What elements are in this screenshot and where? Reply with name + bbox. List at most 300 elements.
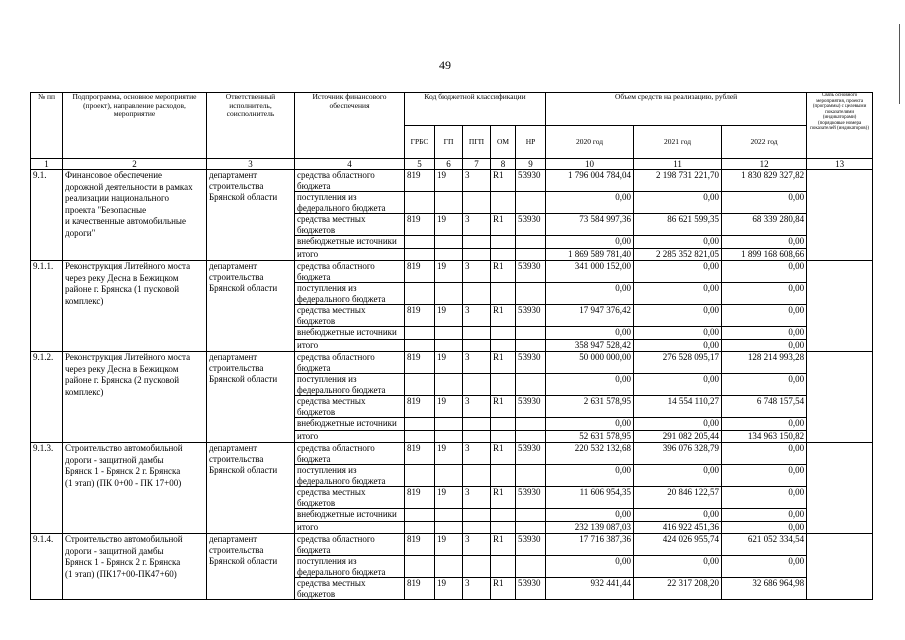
amount-2021: 0,00 [634, 374, 722, 396]
item-title-line: комплекс) [65, 296, 104, 306]
funding-source-line: федерального бюджета [297, 293, 386, 304]
column-number: 6 [435, 159, 463, 170]
item-title-line: комплекс) [65, 387, 104, 397]
code-om [491, 522, 516, 534]
code-np [516, 431, 546, 443]
item-title-line: Строительство автомобильной [65, 443, 183, 453]
budget-table [30, 92, 873, 600]
table-row [31, 443, 873, 465]
funding-source-line: средства областного [297, 170, 375, 180]
code-pgp [463, 327, 491, 340]
indicator-link [807, 443, 873, 534]
amount-2021: 0,00 [634, 236, 722, 249]
funding-source [295, 261, 405, 283]
funding-source [295, 249, 405, 261]
code-om [491, 556, 516, 578]
header-kbk: Код бюджетной классификации [405, 93, 546, 126]
column-number: 2 [63, 159, 207, 170]
funding-source-line: средства местных [297, 214, 366, 224]
item-title [63, 261, 207, 352]
funding-source-line: средства местных [297, 396, 366, 406]
code-gp [435, 418, 463, 431]
amount-2022: 0,00 [722, 522, 807, 534]
code-np [516, 418, 546, 431]
column-number: 5 [405, 159, 435, 170]
amount-2022: 0,00 [722, 192, 807, 214]
item-number: 9.1.1. [31, 261, 63, 352]
funding-source-line: бюджета [297, 180, 331, 191]
item-title [63, 352, 207, 443]
code-np: 53930 [516, 352, 546, 374]
amount-2021: 0,00 [634, 556, 722, 578]
amount-2020: 73 584 997,36 [546, 214, 634, 236]
item-title-line: Строительство автомобильной [65, 534, 183, 544]
code-gp: 19 [435, 578, 463, 600]
item-title-line: дороги" [65, 228, 96, 238]
funding-source [295, 431, 405, 443]
funding-source-line: средства местных [297, 578, 366, 588]
item-title [63, 534, 207, 600]
code-gp: 19 [435, 261, 463, 283]
header-source: Источник финансового обеспечения [295, 93, 405, 159]
column-number: 4 [295, 159, 405, 170]
table-row [31, 534, 873, 556]
item-executor-line: строительства [209, 363, 264, 373]
amount-2022: 6 748 157,54 [722, 396, 807, 418]
amount-2022: 0,00 [722, 283, 807, 305]
code-gp [435, 283, 463, 305]
funding-source [295, 236, 405, 249]
code-pgp: 3 [463, 396, 491, 418]
code-om [491, 418, 516, 431]
amount-2021: 416 922 451,36 [634, 522, 722, 534]
code-np [516, 327, 546, 340]
funding-source-line: федерального бюджета [297, 475, 386, 486]
item-executor-line: Брянской области [209, 465, 278, 475]
code-pgp [463, 509, 491, 522]
column-number: 7 [463, 159, 491, 170]
column-number: 8 [491, 159, 516, 170]
indicator-link [807, 352, 873, 443]
item-executor-line: Брянской области [209, 556, 278, 566]
code-grbs: 819 [405, 170, 435, 192]
amount-2021: 0,00 [634, 261, 722, 283]
code-om: R1 [491, 170, 516, 192]
column-number: 9 [516, 159, 546, 170]
amount-2022: 0,00 [722, 418, 807, 431]
amount-2021: 14 554 110,27 [634, 396, 722, 418]
code-om [491, 283, 516, 305]
code-gp: 19 [435, 170, 463, 192]
item-title-line: Финансовое обеспечение [65, 170, 163, 180]
amount-2022: 0,00 [722, 305, 807, 327]
item-number: 9.1.4. [31, 534, 63, 600]
code-om: R1 [491, 578, 516, 600]
item-title-line: Реконструкция Литейного моста [65, 352, 191, 362]
code-grbs: 819 [405, 214, 435, 236]
item-title-line: Брянск 1 - Брянск 2 г. Брянска [65, 466, 181, 476]
code-np: 53930 [516, 487, 546, 509]
amount-2022: 0,00 [722, 487, 807, 509]
amount-2021: 0,00 [634, 327, 722, 340]
header-2021: 2021 год [634, 126, 722, 159]
funding-source [295, 556, 405, 578]
amount-2021: 396 076 328,79 [634, 443, 722, 465]
code-grbs [405, 556, 435, 578]
code-gp: 19 [435, 396, 463, 418]
amount-2021: 2 285 352 821,05 [634, 249, 722, 261]
funding-source-line: внебюджетные источники [297, 236, 397, 246]
header-2020: 2020 год [546, 126, 634, 159]
amount-2022: 621 052 334,54 [722, 534, 807, 556]
item-executor-line: департамент [209, 352, 258, 362]
header-gp: ГП [435, 126, 463, 159]
code-grbs [405, 249, 435, 261]
code-grbs [405, 431, 435, 443]
item-title-line: дороги - защитной дамбы [65, 455, 164, 465]
item-title-line: реализации национального [65, 193, 169, 203]
code-gp [435, 556, 463, 578]
code-np [516, 340, 546, 352]
code-gp [435, 374, 463, 396]
funding-source-line: бюджета [297, 544, 331, 555]
code-np: 53930 [516, 578, 546, 600]
amount-2020: 0,00 [546, 556, 634, 578]
funding-source [295, 170, 405, 192]
code-pgp: 3 [463, 534, 491, 556]
funding-source [295, 374, 405, 396]
code-np [516, 556, 546, 578]
amount-2020: 2 631 578,95 [546, 396, 634, 418]
funding-source-line: средства областного [297, 443, 375, 453]
indicator-link [807, 534, 873, 600]
item-executor-line: строительства [209, 272, 264, 282]
item-title-line: через реку Десна в Бежицком [65, 364, 179, 374]
funding-source-line: итого [297, 522, 319, 532]
indicator-link [807, 170, 873, 261]
amount-2021: 0,00 [634, 305, 722, 327]
amount-2022: 1 899 168 608,66 [722, 249, 807, 261]
amount-2022: 0,00 [722, 340, 807, 352]
code-grbs: 819 [405, 305, 435, 327]
funding-source-line: средства местных [297, 487, 366, 497]
amount-2022: 0,00 [722, 261, 807, 283]
code-gp [435, 509, 463, 522]
amount-2020: 341 000 152,00 [546, 261, 634, 283]
item-title [63, 170, 207, 261]
code-om [491, 249, 516, 261]
funding-source [295, 509, 405, 522]
amount-2020: 0,00 [546, 374, 634, 396]
code-np [516, 283, 546, 305]
funding-source [295, 396, 405, 418]
amount-2020: 0,00 [546, 509, 634, 522]
funding-source [295, 352, 405, 374]
code-np [516, 236, 546, 249]
amount-2020: 220 532 132,68 [546, 443, 634, 465]
item-title-line: проекта "Безопасные [65, 205, 147, 215]
funding-source-line: внебюджетные источники [297, 509, 397, 519]
code-np [516, 465, 546, 487]
code-grbs: 819 [405, 261, 435, 283]
code-pgp: 3 [463, 578, 491, 600]
code-gp [435, 249, 463, 261]
code-grbs: 819 [405, 443, 435, 465]
item-title [63, 443, 207, 534]
item-executor-line: Брянской области [209, 192, 278, 202]
column-number: 10 [546, 159, 634, 170]
funding-source-line: поступления из [297, 556, 357, 566]
code-grbs: 819 [405, 487, 435, 509]
code-pgp [463, 465, 491, 487]
funding-source [295, 522, 405, 534]
amount-2020: 932 441,44 [546, 578, 634, 600]
code-gp: 19 [435, 443, 463, 465]
column-number-row [31, 159, 873, 170]
code-gp [435, 522, 463, 534]
funding-source [295, 418, 405, 431]
amount-2021: 0,00 [634, 340, 722, 352]
column-number: 1 [31, 159, 63, 170]
code-pgp: 3 [463, 305, 491, 327]
amount-2021: 0,00 [634, 465, 722, 487]
item-executor [207, 443, 295, 534]
code-np [516, 192, 546, 214]
table-body [31, 170, 873, 600]
item-title-line: дорожной деятельности в рамках [65, 182, 193, 192]
code-grbs [405, 374, 435, 396]
code-gp [435, 236, 463, 249]
amount-2020: 358 947 528,42 [546, 340, 634, 352]
item-executor-line: Брянской области [209, 374, 278, 384]
header-om: ОМ [491, 126, 516, 159]
amount-2022: 0,00 [722, 443, 807, 465]
code-np: 53930 [516, 261, 546, 283]
item-executor-line: департамент [209, 443, 258, 453]
code-gp [435, 327, 463, 340]
code-gp [435, 192, 463, 214]
code-om [491, 236, 516, 249]
funding-source-line: поступления из [297, 283, 357, 293]
amount-2021: 20 846 122,57 [634, 487, 722, 509]
code-om: R1 [491, 261, 516, 283]
amount-2021: 291 082 205,44 [634, 431, 722, 443]
code-np [516, 249, 546, 261]
code-grbs [405, 236, 435, 249]
item-title-line: и качественные автомобильные [65, 216, 186, 226]
code-om [491, 465, 516, 487]
header-num: № пп [31, 93, 63, 159]
code-pgp [463, 249, 491, 261]
item-title-line: дороги - защитной дамбы [65, 546, 164, 556]
code-np: 53930 [516, 396, 546, 418]
amount-2021: 2 198 731 221,70 [634, 170, 722, 192]
code-np: 53930 [516, 305, 546, 327]
funding-source [295, 465, 405, 487]
page-edge-line [899, 24, 900, 104]
table-row [31, 352, 873, 374]
amount-2022: 0,00 [722, 465, 807, 487]
amount-2020: 1 796 004 784,04 [546, 170, 634, 192]
code-grbs [405, 522, 435, 534]
funding-source-line: итого [297, 340, 319, 350]
code-np [516, 509, 546, 522]
funding-source-line: бюджетов [297, 497, 336, 508]
amount-2020: 0,00 [546, 418, 634, 431]
funding-source-line: бюджетов [297, 315, 336, 326]
funding-source [295, 578, 405, 600]
funding-source-line: средства областного [297, 261, 375, 271]
code-pgp [463, 340, 491, 352]
amount-2020: 0,00 [546, 465, 634, 487]
code-pgp [463, 431, 491, 443]
code-gp: 19 [435, 487, 463, 509]
funding-source [295, 305, 405, 327]
code-om: R1 [491, 352, 516, 374]
code-gp [435, 465, 463, 487]
header-pgp: ПГП [463, 126, 491, 159]
amount-2022: 0,00 [722, 236, 807, 249]
funding-source-line: поступления из [297, 192, 357, 202]
amount-2021: 0,00 [634, 283, 722, 305]
item-executor [207, 261, 295, 352]
code-np [516, 374, 546, 396]
funding-source-line: федерального бюджета [297, 384, 386, 395]
code-om: R1 [491, 396, 516, 418]
amount-2020: 232 139 087,03 [546, 522, 634, 534]
funding-source [295, 283, 405, 305]
item-executor-line: департамент [209, 170, 258, 180]
code-grbs [405, 340, 435, 352]
amount-2020: 0,00 [546, 283, 634, 305]
funding-source [295, 534, 405, 556]
amount-2020: 52 631 578,95 [546, 431, 634, 443]
item-title-line: Реконструкция Литейного моста [65, 261, 191, 271]
code-np: 53930 [516, 214, 546, 236]
item-number: 9.1.2. [31, 352, 63, 443]
funding-source-line: поступления из [297, 374, 357, 384]
code-gp: 19 [435, 214, 463, 236]
item-executor-line: департамент [209, 261, 258, 271]
code-gp [435, 431, 463, 443]
amount-2020: 11 606 954,35 [546, 487, 634, 509]
amount-2021: 276 528 095,17 [634, 352, 722, 374]
code-np: 53930 [516, 170, 546, 192]
item-executor [207, 534, 295, 600]
code-np [516, 522, 546, 534]
item-executor-line: строительства [209, 454, 264, 464]
header-volume: Объем средств на реализацию, рублей [546, 93, 807, 126]
column-number: 12 [722, 159, 807, 170]
amount-2021: 86 621 599,35 [634, 214, 722, 236]
amount-2022: 32 686 964,98 [722, 578, 807, 600]
funding-source [295, 443, 405, 465]
code-gp: 19 [435, 305, 463, 327]
code-gp: 19 [435, 352, 463, 374]
code-gp: 19 [435, 534, 463, 556]
code-pgp: 3 [463, 443, 491, 465]
code-om: R1 [491, 305, 516, 327]
item-executor-line: департамент [209, 534, 258, 544]
amount-2022: 68 339 280,84 [722, 214, 807, 236]
code-grbs: 819 [405, 396, 435, 418]
item-executor [207, 170, 295, 261]
funding-source-line: итого [297, 431, 319, 441]
code-pgp [463, 522, 491, 534]
funding-source-line: средства местных [297, 305, 366, 315]
item-executor [207, 352, 295, 443]
funding-source-line: бюджетов [297, 406, 336, 417]
code-np: 53930 [516, 534, 546, 556]
item-executor-line: строительства [209, 181, 264, 191]
code-om [491, 340, 516, 352]
funding-source-line: федерального бюджета [297, 202, 386, 213]
code-grbs [405, 327, 435, 340]
code-pgp: 3 [463, 352, 491, 374]
code-pgp [463, 236, 491, 249]
funding-source [295, 192, 405, 214]
code-pgp [463, 418, 491, 431]
amount-2021: 22 317 208,20 [634, 578, 722, 600]
item-title-line: через реку Десна в Бежицком [65, 273, 179, 283]
code-om [491, 509, 516, 522]
header-link: Связь основного мероприятия, проекта (программы) с целевыми показателями (индикаторами) (порядковые номера показателей (индикаторов)) [807, 93, 873, 159]
item-title-line: (1 этап) (ПК 0+00 - ПК 17+00) [65, 478, 182, 488]
code-pgp: 3 [463, 487, 491, 509]
amount-2020: 17 947 376,42 [546, 305, 634, 327]
amount-2022: 134 963 150,82 [722, 431, 807, 443]
header-np: НР [516, 126, 546, 159]
table-row [31, 170, 873, 192]
code-grbs [405, 509, 435, 522]
funding-source-line: бюджетов [297, 224, 336, 235]
funding-source [295, 487, 405, 509]
amount-2020: 17 716 387,36 [546, 534, 634, 556]
item-number: 9.1. [31, 170, 63, 261]
item-title-line: районе г. Брянска (2 пусковой [65, 375, 180, 385]
code-grbs [405, 465, 435, 487]
code-pgp: 3 [463, 261, 491, 283]
indicator-link [807, 261, 873, 352]
header-2022: 2022 год [722, 126, 807, 159]
code-om: R1 [491, 214, 516, 236]
funding-source [295, 340, 405, 352]
code-grbs [405, 283, 435, 305]
amount-2021: 0,00 [634, 192, 722, 214]
header-program: Подпрограмма, основное мероприятие (проект), направление расходов, мероприятие [63, 93, 207, 159]
code-grbs [405, 192, 435, 214]
code-grbs: 819 [405, 534, 435, 556]
code-pgp [463, 283, 491, 305]
amount-2021: 0,00 [634, 509, 722, 522]
item-title-line: районе г. Брянска (1 пусковой [65, 284, 180, 294]
funding-source-line: внебюджетные источники [297, 418, 397, 428]
code-om: R1 [491, 443, 516, 465]
amount-2020: 0,00 [546, 327, 634, 340]
code-pgp [463, 556, 491, 578]
code-np: 53930 [516, 443, 546, 465]
page-number: 49 [439, 58, 451, 72]
funding-source-line: федерального бюджета [297, 566, 386, 577]
funding-source-line: средства областного [297, 352, 375, 362]
amount-2022: 0,00 [722, 374, 807, 396]
code-pgp: 3 [463, 214, 491, 236]
funding-source-line: бюджета [297, 362, 331, 373]
amount-2021: 424 026 955,74 [634, 534, 722, 556]
code-grbs [405, 418, 435, 431]
code-om [491, 431, 516, 443]
item-number: 9.1.3. [31, 443, 63, 534]
